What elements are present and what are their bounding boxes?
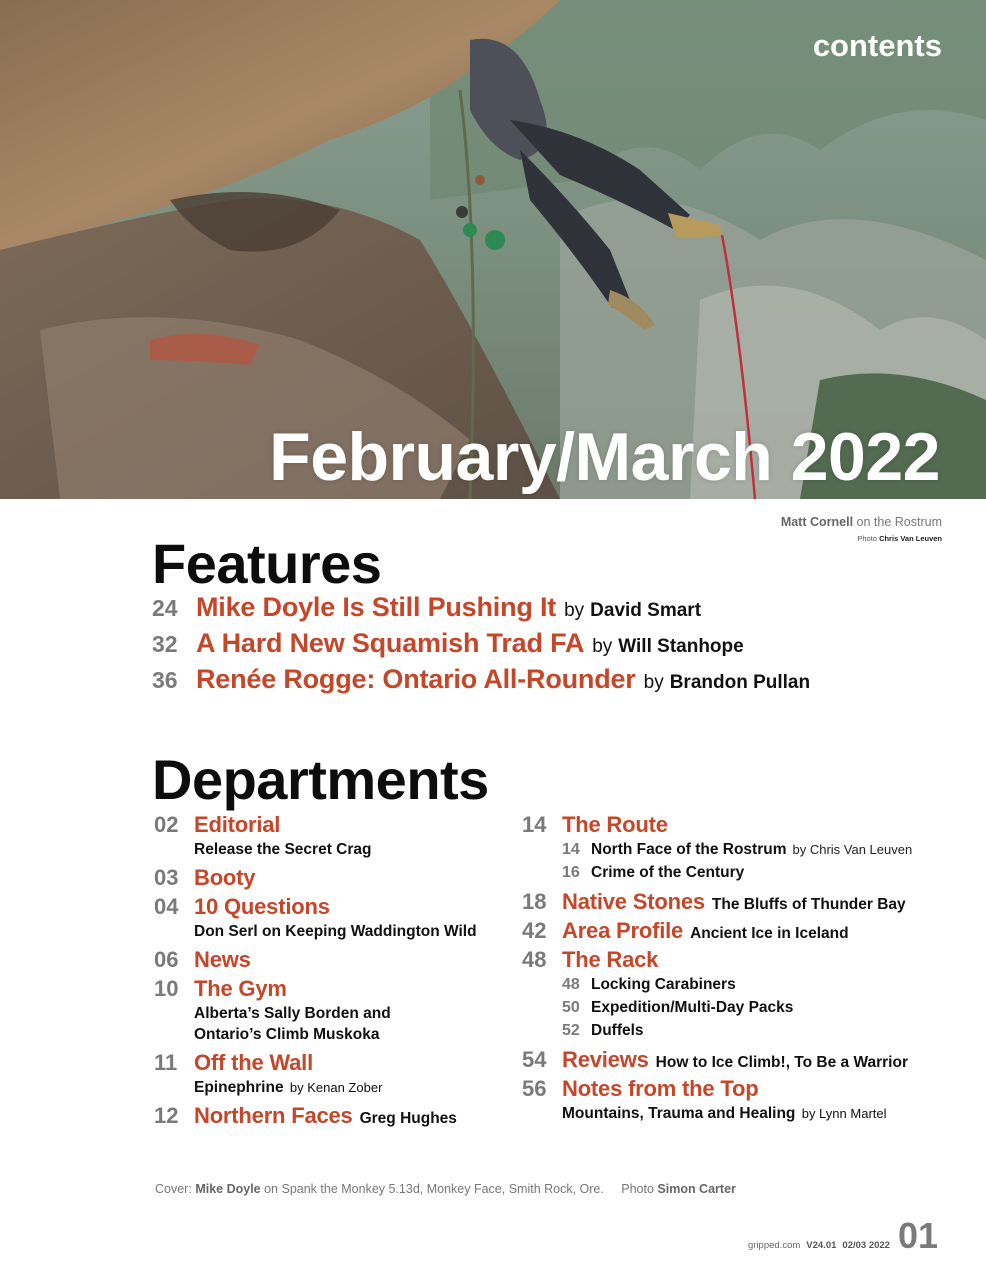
- feature-page-number: 36: [152, 667, 178, 693]
- photo-credit-name: Chris Van Leuven: [879, 534, 942, 543]
- dept-title[interactable]: The Rack: [562, 947, 659, 972]
- departments-left-column: [154, 812, 477, 1132]
- dept-page-number: 12: [154, 1103, 179, 1128]
- dept-sub-item[interactable]: [522, 999, 912, 1022]
- dept-subtitle: [522, 1105, 912, 1126]
- feature-by: by: [592, 636, 613, 657]
- dept-the-gym[interactable]: [154, 976, 477, 1005]
- dept-subtitle: [154, 1079, 477, 1100]
- feature-page-number: 24: [152, 595, 178, 621]
- dept-page-number: 04: [154, 894, 179, 919]
- dept-title[interactable]: Editorial: [194, 812, 281, 837]
- dept-inline-subtitle: Greg Hughes: [359, 1110, 457, 1127]
- issue-date: 02/03 2022: [842, 1240, 890, 1251]
- dept-sub-page-number: 14: [562, 841, 580, 858]
- dept-page-number: 06: [154, 947, 179, 972]
- dept-page-number: 42: [522, 918, 547, 943]
- dept-page-number: 02: [154, 812, 179, 837]
- dept-10-questions[interactable]: [154, 894, 477, 923]
- dept-reviews[interactable]: [522, 1047, 912, 1076]
- dept-byline: by Lynn Martel: [801, 1106, 887, 1121]
- dept-sub-title[interactable]: Locking Carabiners: [591, 976, 736, 993]
- page-number: 01: [897, 1215, 938, 1256]
- dept-subtitle-text: Mountains, Trauma and Healing: [562, 1105, 796, 1122]
- feature-by: by: [643, 672, 664, 693]
- feature-author: David Smart: [590, 600, 702, 621]
- departments-heading: Departments: [152, 748, 489, 811]
- cover-photo-label: Photo: [621, 1182, 654, 1196]
- departments-right-column: [522, 812, 912, 1126]
- dept-northern-faces[interactable]: [154, 1103, 477, 1132]
- dept-title[interactable]: Off the Wall: [194, 1050, 313, 1075]
- feature-by: by: [564, 600, 585, 621]
- dept-inline-subtitle: How to Ice Climb!, To Be a Warrior: [655, 1054, 908, 1071]
- dept-editorial[interactable]: [154, 812, 477, 841]
- features-list: [152, 592, 810, 700]
- page-footer: [742, 1215, 938, 1256]
- dept-title[interactable]: 10 Questions: [194, 894, 330, 919]
- dept-sub-title[interactable]: Duffels: [591, 1022, 644, 1039]
- dept-inline-subtitle: The Bluffs of Thunder Bay: [711, 896, 906, 913]
- cover-subject-route: on Spank the Monkey 5.13d, Monkey Face, Smith Rock, Ore.: [264, 1182, 604, 1196]
- site-url[interactable]: gripped.com: [748, 1240, 801, 1251]
- dept-byline: by Chris Van Leuven: [792, 842, 913, 857]
- dept-sub-page-number: 48: [562, 976, 580, 993]
- feature-item[interactable]: [152, 664, 810, 700]
- feature-item[interactable]: [152, 628, 810, 664]
- dept-booty[interactable]: [154, 865, 477, 894]
- dept-page-number: 18: [522, 889, 547, 914]
- dept-sub-page-number: 50: [562, 999, 580, 1016]
- dept-news[interactable]: [154, 947, 477, 976]
- issue-title: February/March 2022: [269, 419, 940, 495]
- photo-subject-name: Matt Cornell: [780, 515, 854, 529]
- cover-photo: [0, 0, 986, 499]
- dept-title[interactable]: The Route: [562, 812, 668, 837]
- dept-subtitle: Ontario’s Climb Muskoka: [194, 1026, 380, 1043]
- dept-sub-item[interactable]: [522, 841, 912, 864]
- feature-title[interactable]: Renée Rogge: Ontario All-Rounder: [196, 664, 636, 694]
- cover-subject-name: Mike Doyle: [195, 1182, 261, 1196]
- features-heading: Features: [152, 532, 382, 595]
- dept-subtitle: Don Serl on Keeping Waddington Wild: [194, 923, 477, 940]
- cover-label: Cover:: [155, 1182, 192, 1196]
- dept-sub-item[interactable]: [522, 976, 912, 999]
- dept-native-stones[interactable]: [522, 889, 912, 918]
- dept-page-number: 56: [522, 1076, 547, 1101]
- dept-subtitle: Alberta’s Sally Borden and: [194, 1005, 391, 1022]
- dept-page-number: 14: [522, 812, 547, 837]
- volume-number: V24.01: [806, 1240, 837, 1251]
- dept-page-number: 11: [154, 1050, 178, 1075]
- photo-caption-line: [781, 515, 942, 529]
- contents-label: contents: [812, 28, 942, 63]
- photo-caption: [781, 515, 942, 543]
- feature-title[interactable]: A Hard New Squamish Trad FA: [196, 628, 585, 658]
- feature-page-number: 32: [152, 631, 178, 657]
- dept-subtitle: Release the Secret Crag: [194, 841, 372, 858]
- dept-off-the-wall[interactable]: [154, 1050, 477, 1079]
- dept-page-number: 10: [154, 976, 179, 1001]
- feature-title[interactable]: Mike Doyle Is Still Pushing It: [196, 592, 557, 622]
- dept-the-rack[interactable]: [522, 947, 912, 976]
- dept-title[interactable]: Native Stones: [562, 889, 705, 914]
- dept-sub-page-number: 16: [562, 864, 580, 881]
- dept-page-number: 54: [522, 1047, 547, 1072]
- dept-title[interactable]: Booty: [194, 865, 256, 890]
- dept-title[interactable]: Northern Faces: [194, 1103, 353, 1128]
- dept-sub-item[interactable]: [522, 864, 912, 887]
- feature-author: Brandon Pullan: [669, 672, 811, 693]
- dept-area-profile[interactable]: [522, 918, 912, 947]
- dept-sub-page-number: 52: [562, 1022, 580, 1039]
- dept-page-number: 48: [522, 947, 547, 972]
- dept-inline-subtitle: Ancient Ice in Iceland: [690, 925, 849, 942]
- dept-title[interactable]: Notes from the Top: [562, 1076, 759, 1101]
- feature-item[interactable]: [152, 592, 810, 628]
- dept-title[interactable]: News: [194, 947, 251, 972]
- dept-title[interactable]: Reviews: [562, 1047, 649, 1072]
- dept-notes-from-the-top[interactable]: [522, 1076, 912, 1105]
- dept-byline: by Kenan Zober: [289, 1080, 383, 1095]
- dept-the-route[interactable]: [522, 812, 912, 841]
- dept-title[interactable]: The Gym: [194, 976, 287, 1001]
- feature-author: Will Stanhope: [618, 636, 744, 657]
- photo-credit-line: [781, 534, 942, 543]
- cover-credit: [155, 1182, 736, 1196]
- dept-sub-title[interactable]: Expedition/Multi-Day Packs: [591, 999, 794, 1016]
- dept-sub-title[interactable]: Crime of the Century: [591, 864, 745, 881]
- dept-title[interactable]: Area Profile: [562, 918, 684, 943]
- photo-credit-label: Photo: [857, 534, 877, 543]
- cover-photo-credit: Simon Carter: [657, 1182, 736, 1196]
- photo-subject-location: on the Rostrum: [856, 515, 942, 529]
- dept-page-number: 03: [154, 865, 179, 890]
- dept-subtitle-text: Epinephrine: [194, 1079, 284, 1096]
- dept-sub-item[interactable]: [522, 1022, 912, 1045]
- dept-sub-title[interactable]: North Face of the Rostrum: [591, 841, 787, 858]
